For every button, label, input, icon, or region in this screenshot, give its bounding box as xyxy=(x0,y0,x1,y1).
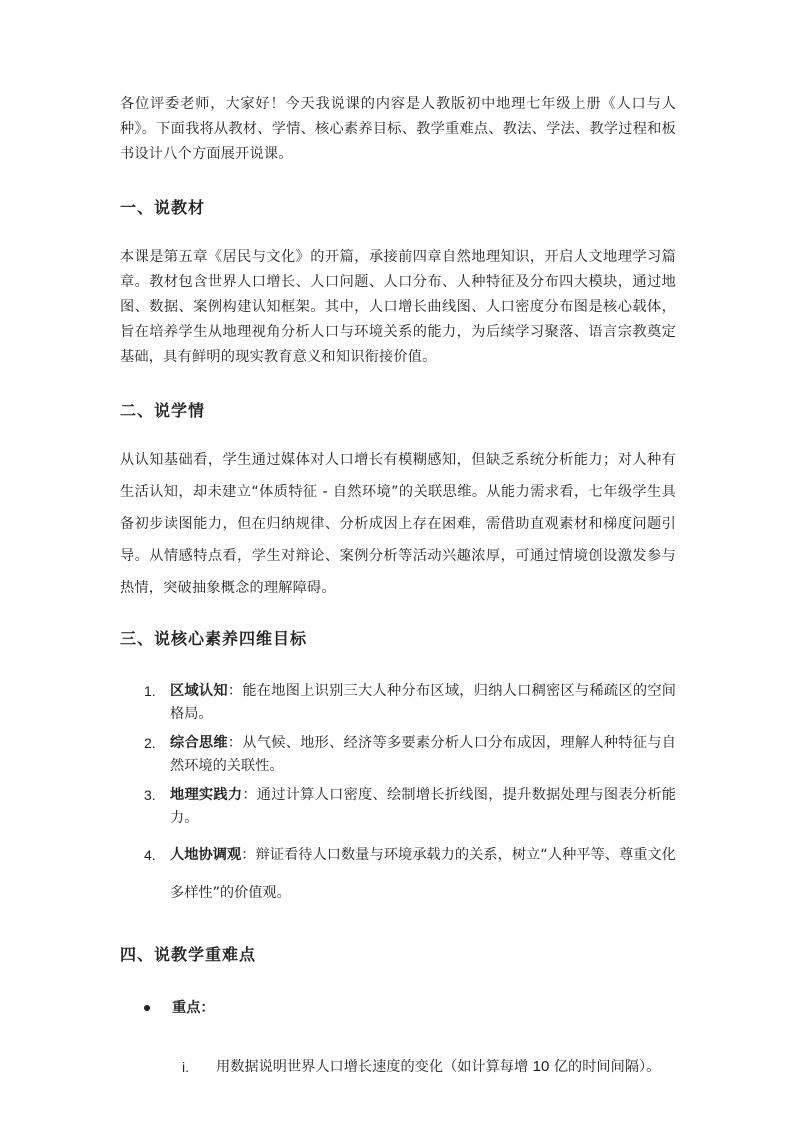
goal-text: ：通过计算人口密度、绘制增长折线图，提升数据处理与图表分析能力。 xyxy=(170,787,676,826)
goal-number: 2. xyxy=(144,735,156,751)
goal-item xyxy=(120,836,676,912)
intro-paragraph: 各位评委老师，大家好！今天我说课的内容是人教版初中地理七年级上册《人口与人种》。下面我将从教材、学情、核心素养目标、教学重难点、教法、学法、教学过程和板书设计八个方面展开说课。 xyxy=(120,96,676,162)
section-title-textbook: 一、说教材 xyxy=(120,198,206,217)
goal-term: 综合思维 xyxy=(170,735,228,751)
goal-item xyxy=(120,784,676,830)
sub-item-text-after: 亿的时间间隔）。 xyxy=(553,1059,661,1075)
textbook-paragraph: 本课是第五章《居民与文化》的开篇，承接前四章自然地理知识，开启人文地理学习篇章。教材包含世界人口增长、人口问题、人口分布、人种特征及分布四大模块，通过地图、数据、案例构建认知框架。其中，人口增长曲线图、人口密度分布图是核心载体，旨在培养学生从地理视角分析人口与环境关系的能力，为后续学习聚落、语言宗教奠定基础，具有鲜明的现实教育意义和知识衔接价值。 xyxy=(120,249,676,365)
students-paragraph: 从认知基础看，学生通过媒体对人口增长有模糊感知，但缺乏系统分析能力；对人种有生活认知，却未建立“体质特征 - 自然环境”的关联思维。从能力需求看，七年级学生具备初步读图能力，但在归纳规律、分析成因上存在困难，需借助直观素材和梯度问题引导。从情感特点看，学生对辩论、案例分析等活动兴趣浓厚，可通过情境创设激发参与热情，突破抽象概念的理解障碍。 xyxy=(120,452,676,596)
section-title-students: 二、说学情 xyxy=(120,401,206,420)
sub-item-text-before: 用数据说明世界人口增长速度的变化（如计算每增 xyxy=(216,1059,529,1075)
goal-item xyxy=(120,680,676,726)
sub-item-number: i. xyxy=(182,1059,189,1075)
goal-number: 4. xyxy=(144,847,156,863)
goal-number: 3. xyxy=(144,787,156,803)
goal-text: ：能在地图上识别三大人种分布区域，归纳人口稠密区与稀疏区的空间格局。 xyxy=(170,683,676,722)
bullet-dot xyxy=(144,1005,150,1011)
goal-text: ：从气候、地形、经济等多要素分析人口分布成因，理解人种特征与自然环境的关联性。 xyxy=(170,735,676,774)
goal-term: 人地协调观 xyxy=(170,847,242,863)
bullet-item-keypoint xyxy=(120,996,676,1020)
goals-list xyxy=(120,680,676,912)
bullet-label: 重点： xyxy=(172,1000,215,1016)
goal-item xyxy=(120,732,676,778)
section-title-goals: 三、说核心素养四维目标 xyxy=(120,629,308,648)
document-page xyxy=(120,92,676,1086)
section-title-keypoints: 四、说教学重难点 xyxy=(120,945,257,964)
goal-number: 1. xyxy=(144,683,156,699)
goal-term: 区域认知 xyxy=(170,683,228,699)
goal-text: ：辩证看待人口数量与环境承载力的关系，树立“人种平等、尊重文化多样性”的价值观。 xyxy=(170,847,676,901)
sub-item-number-value: 10 xyxy=(532,1058,550,1075)
sub-item-keypoint xyxy=(120,1048,676,1086)
goal-term: 地理实践力 xyxy=(170,787,243,803)
